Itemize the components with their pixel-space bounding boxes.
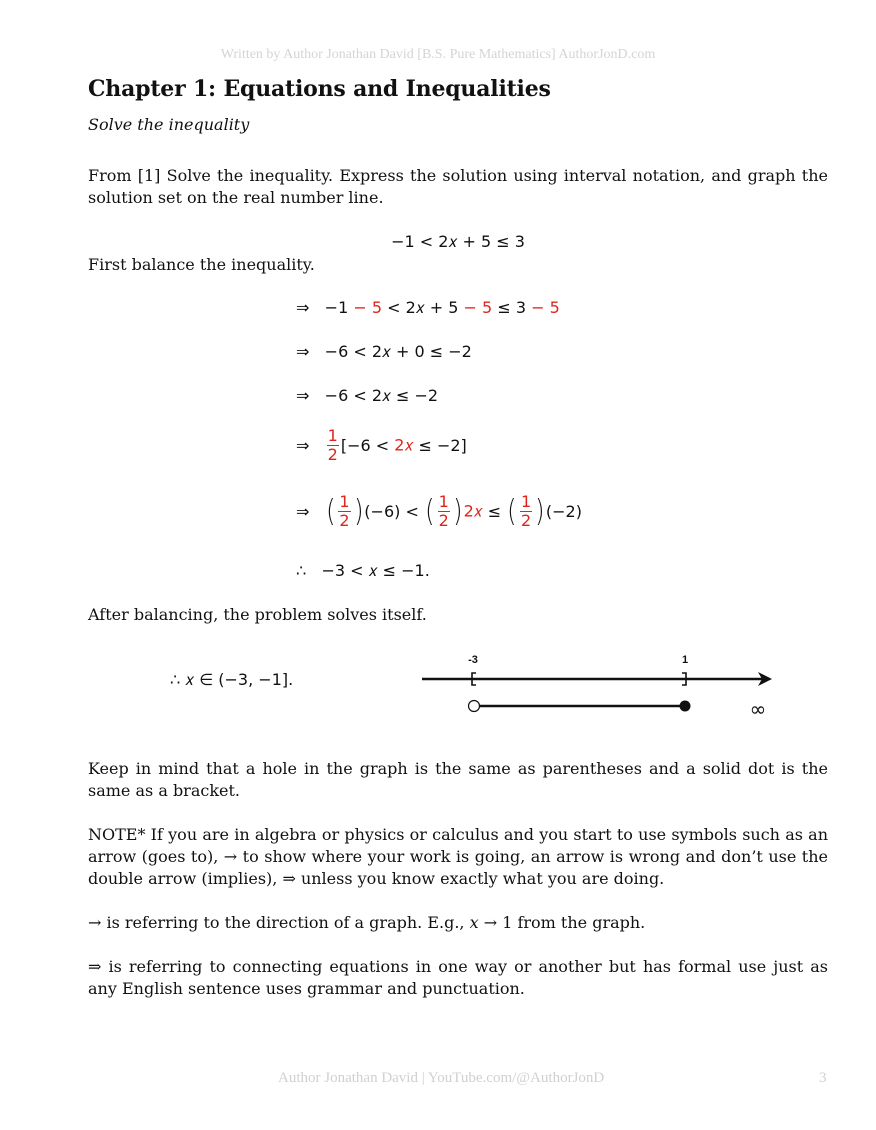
step-1-term: < 2𝑥 + 5 — [382, 298, 459, 317]
header-watermark: Written by Author Jonathan David [B.S. Pure Mathematics] AuthorJonD.com — [220, 47, 656, 62]
step-5-term: (−6) < — [364, 502, 424, 521]
step-1-subtract: − 5 — [348, 298, 383, 317]
number-line — [400, 645, 780, 729]
tick-label-left: -3 — [468, 654, 478, 666]
step-4 — [296, 428, 467, 463]
section-subtitle: Solve the inequality — [88, 115, 250, 134]
step-1-term: ≤ 3 — [492, 298, 526, 317]
paragraph-implies: ⇒ is referring to connecting equations in one way or another but has formal use just as any English sentence uses grammar and punctuation. — [88, 957, 828, 998]
step-1-term: −1 — [324, 298, 349, 317]
half-fraction: $\frac{1}{2}$ — [520, 492, 532, 530]
step-1-subtract: − 5 — [526, 298, 560, 317]
implies-arrow: ⇒ — [296, 436, 310, 455]
intro-paragraph: From [1] Solve the inequality. Express the solution using interval notation, and graph the solution set on the real number line. — [88, 166, 828, 207]
closed-endpoint — [680, 701, 691, 712]
infinity-symbol: ∞ — [749, 697, 767, 721]
therefore-symbol: ∴ — [296, 561, 307, 580]
half-fraction — [327, 428, 339, 463]
implies-arrow: ⇒ — [296, 386, 310, 405]
problem-inequality: −1 < 2𝑥 + 5 ≤ 3 — [391, 232, 525, 251]
step-4-term: ≤ −2] — [413, 436, 467, 455]
step-result — [296, 561, 430, 581]
step-5-highlight: 2𝑥 — [463, 501, 483, 521]
open-endpoint — [469, 701, 480, 712]
step-5-term: ≤ — [482, 502, 507, 521]
half-fraction: $\frac{1}{2}$ — [438, 492, 449, 530]
result-expression: −3 < 𝑥 ≤ −1. — [321, 561, 430, 580]
step-3-expression: −6 < 2𝑥 ≤ −2 — [324, 386, 439, 405]
fraction-numerator: 1 — [327, 426, 338, 445]
footer-text: Author Jonathan David | YouTube.com/@AuthorJonD — [278, 1070, 605, 1086]
implies-arrow: ⇒ — [296, 298, 310, 317]
balance-text: First balance the inequality. — [88, 255, 315, 274]
step-5-term: (−2) — [545, 502, 582, 521]
step-2-expression: −6 < 2𝑥 + 0 ≤ −2 — [324, 342, 472, 361]
fraction-denominator: 2 — [327, 445, 338, 464]
step-1-subtract: − 5 — [458, 298, 493, 317]
step-2 — [296, 342, 472, 362]
step-3 — [296, 386, 438, 406]
tick-label-right: 1 — [681, 654, 689, 666]
page-number: 3 — [819, 1070, 827, 1086]
implies-arrow: ⇒ — [296, 502, 310, 521]
number-line-graph — [400, 645, 780, 725]
solution-interval: ∴ 𝑥 ∈ (−3, −1]. — [170, 670, 294, 689]
step-4-highlight: 2𝑥 — [394, 435, 414, 455]
chapter-title: Chapter 1: Equations and Inequalities — [88, 76, 551, 102]
paragraph-note: NOTE* If you are in algebra or physics or calculus and you start to use symbols such as an arrow (goes to), → to show where your work is going, an arrow is wrong and don’t use the double arrow (implies), ⇒ unless you know exactly what you are doing. — [88, 825, 828, 888]
step-1 — [296, 298, 560, 318]
paragraph-keep-in-mind: Keep in mind that a hole in the graph is the same as parentheses and a solid dot is the same as a bracket. — [88, 759, 828, 800]
paragraph-arrow: → is referring to the direction of a graph. E.g., 𝑥 → 1 from the graph. — [88, 913, 646, 932]
step-5: ⇒ ( $\frac{1}{2}$ )(−6) < ( $\frac{1}{2}$ )2𝑥 ≤ ( $\frac{1}{2}$ )(−2) — [296, 492, 582, 530]
implies-arrow: ⇒ — [296, 342, 310, 361]
step-4-term: [−6 < — [340, 436, 395, 455]
half-fraction: $\frac{1}{2}$ — [339, 492, 350, 530]
after-text: After balancing, the problem solves itself. — [88, 605, 427, 624]
